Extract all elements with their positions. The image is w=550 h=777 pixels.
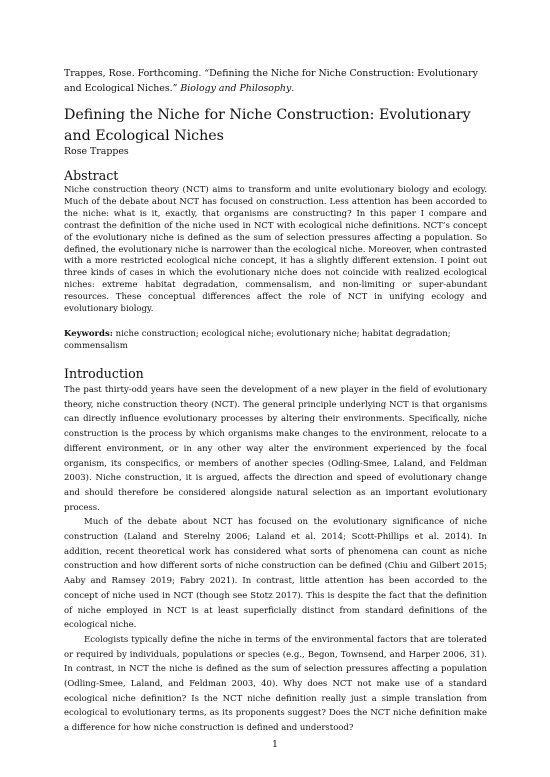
citation-text: Trappes, Rose. Forthcoming. “Defining the Niche for Niche Construction: Evolutionary and Ecological Niches.” [64, 68, 478, 94]
abstract-heading: Abstract [64, 168, 119, 183]
intro-paragraph-1: The past thirty-odd years have seen the development of a new player in the field of evolutionary theory, niche construction theory (NCT). The general principle underlying NCT is that organisms can directly influence evolutionary processes by altering their environments. Specifically, niche construction is the process by which organisms make changes to the environment, relocate to a different environment, or in any other way alter the environment experienced by the focal organism, its conspecifics, or members of another species (Odling-Smee, Laland, and Feldman 2003). Niche construction, it is argued, affects the direction and speed of evolutionary change and should therefore be considered alongside natural selection as an important evolutionary process. [64, 385, 487, 513]
citation-journal: Biology and Philosophy [180, 83, 292, 94]
intro-paragraph-3: Ecologists typically define the niche in terms of the environmental factors that are tolerated or required by individuals, populations or species (e.g., Begon, Townsend, and Harper 2006, 31). In contrast, in NCT the niche is defined as the sum of selection pressures affecting a population (Odling-Smee, Laland, and Feldman 2003, 40). Why does NCT not make use of a standard ecological niche definition? Is the NCT niche definition really just a simple translation from ecological to evolutionary terms, as its proponents suggest? Does the NCT niche definition make a difference for how niche construction is defined and understood? [64, 634, 487, 734]
citation [64, 66, 487, 96]
author-name: Rose Trappes [64, 146, 129, 157]
citation-end: . [291, 83, 295, 94]
keywords [64, 328, 487, 352]
introduction-heading: Introduction [64, 366, 144, 381]
paper-title: Defining the Niche for Niche Construction: Evolutionary and Ecological Niches [64, 107, 471, 144]
intro-paragraph-2: Much of the debate about NCT has focused on the evolutionary significance of niche construction (Laland and Sterelny 2006; Laland et al. 2014; Scott-Phillips et al. 2014). In addition, recent theoretical work has considered what sorts of phenomena can count as niche construction and how different sorts of niche construction can be defined (Chiu and Gilbert 2015; Aaby and Ramsey 2019; Fabry 2021). In contrast, little attention has been accorded to the concept of niche used in NCT (though see Stotz 2017). This is despite the fact that the definition of niche employed in NCT is at least superficially distinct from standard definitions of the ecological niche. [64, 517, 487, 631]
keywords-label: Keywords: [64, 329, 113, 339]
introduction-body [64, 383, 487, 736]
abstract-text: Niche construction theory (NCT) aims to transform and unite evolutionary biology and ecology. Much of the debate about NCT has focused on construction. Less attention has been accorded to the niche: what is it, exactly, that organisms are constructing? In this paper I compare and contrast the definition of the niche used in NCT with ecological niche definitions. NCT’s concept of the evolutionary niche is defined as the sum of selection pressures affecting a population. So defined, the evolutionary niche is narrower than the ecological niche. Moreover, when contrasted with a more restricted ecological niche concept, it has a slightly different extension. I point out three kinds of cases in which the evolutionary niche does not coincide with realized ecological niches: extreme habitat degradation, commensalism, and non-limiting or super-abundant resources. These conceptual differences affect the role of NCT in unifying ecology and evolutionary biology. [64, 185, 487, 315]
keywords-text: niche construction; ecological niche; evolutionary niche; habitat degradation; commensalism [64, 329, 451, 351]
page-number: 1 [272, 739, 278, 750]
